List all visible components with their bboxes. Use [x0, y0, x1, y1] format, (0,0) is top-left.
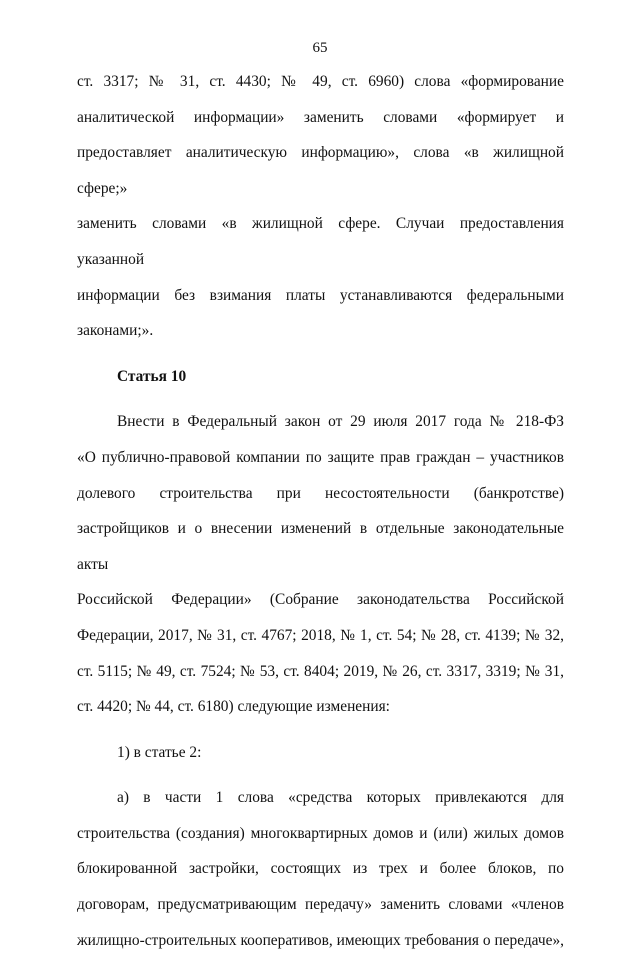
text-line: жилищно-строительных кооперативов, имеющих требования о передаче»,: [77, 931, 564, 949]
item-1: 1) в статье 2:: [117, 743, 202, 761]
text-line: ст. 3317; № 31, ст. 4430; № 49, ст. 6960) слова «формирование: [77, 73, 564, 90]
text-line: предоставляет аналитическую информацию», слова «в жилищной сфере;»: [77, 144, 564, 197]
text-line: долевого строительства при несостоятельности (банкротстве): [77, 484, 564, 502]
text-line: ст. 5115; № 49, ст. 7524; № 53, ст. 8404; 2019, № 26, ст. 3317, 3319; № 31,: [77, 662, 564, 680]
text-line: застройщиков и о внесении изменений в отдельные законодательные акты: [77, 520, 564, 573]
text-line: заменить словами «в жилищной сфере. Случаи предоставления указанной: [77, 215, 564, 268]
text-line: «О публично-правовой компании по защите прав граждан – участников: [77, 448, 564, 466]
text-line: а) в части 1 слова «средства которых привлекаются для: [117, 789, 564, 807]
text-line: Российской Федерации» (Собрание законодательства Российской: [77, 591, 564, 609]
text-line: законами;».: [77, 322, 154, 340]
paragraph-continuation: [77, 64, 564, 349]
text-line: аналитической информации» заменить словами «формирует и: [77, 108, 564, 126]
page-number: 65: [312, 40, 328, 56]
article-heading: Статья 10: [117, 367, 187, 385]
text-line: Федерации, 2017, № 31, ст. 4767; 2018, № 1, ст. 54; № 28, ст. 4139; № 32,: [77, 626, 564, 644]
text-line: Внести в Федеральный закон от 29 июля 2017 года № 218-ФЗ: [117, 413, 564, 431]
text-line: договорам, предусматривающим передачу» заменить словами «членов: [77, 896, 564, 914]
article-paragraph: [77, 404, 564, 724]
text-line: блокированной застройки, состоящих из трех и более блоков, по: [77, 860, 564, 878]
text-line: ст. 4420; № 44, ст. 6180) следующие изменения:: [77, 698, 390, 716]
text-line: информации без взимания платы устанавливаются федеральными: [77, 286, 564, 304]
document-body: [77, 64, 564, 958]
text-line: строительства (создания) многоквартирных домов и (или) жилых домов: [77, 824, 564, 842]
item-a: [77, 780, 564, 958]
